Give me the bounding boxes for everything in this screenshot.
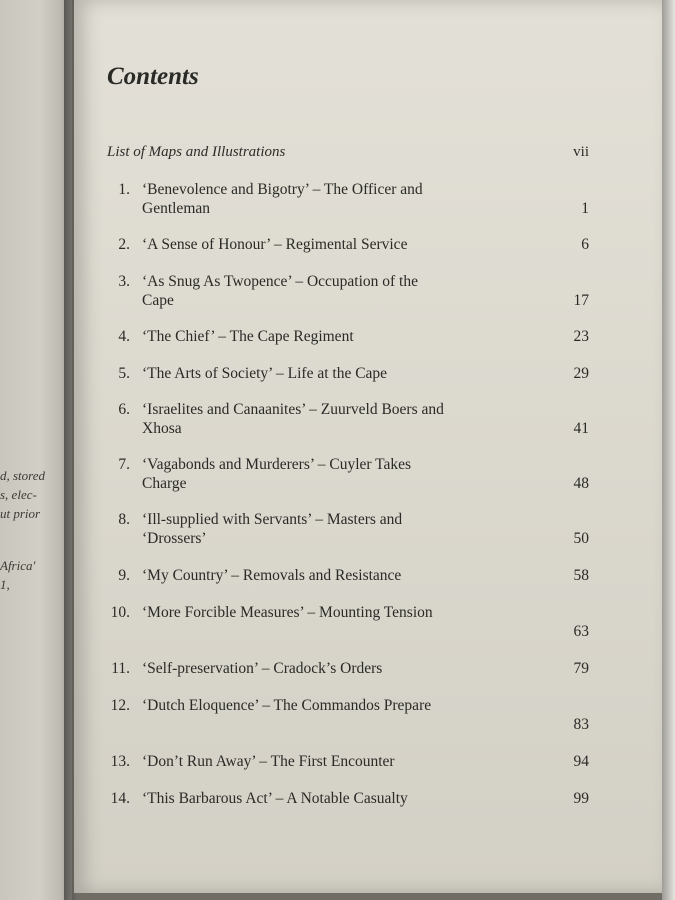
toc-entry-title: ‘My Country’ – Removals and Resistance — [142, 567, 402, 584]
toc-entry-number: 11. — [111, 660, 130, 677]
left-page-fragment: s, elec- — [0, 487, 37, 502]
page-title: Contents — [107, 63, 199, 90]
toc-entry-title: ‘More Forcible Measures’ – Mounting Tension — [142, 604, 433, 621]
toc-entry-page: 50 — [573, 530, 589, 547]
toc-entry-title: ‘As Snug As Twopence’ – Occupation of the Cape — [142, 273, 418, 309]
toc-entry-title: ‘This Barbarous Act’ – A Notable Casualty — [142, 790, 408, 807]
toc-entry-title: ‘Don’t Run Away’ – The First Encounter — [142, 753, 395, 770]
toc-entry-number: 9. — [118, 567, 130, 584]
toc-entry-number: 14. — [110, 790, 130, 807]
toc-entry-page: 29 — [573, 365, 589, 382]
toc-entry-page: 58 — [573, 567, 589, 584]
toc-entry-title: ‘Israelites and Canaanites’ – Zuurveld Boers and Xhosa — [142, 401, 444, 437]
toc-entry-page: 23 — [573, 328, 589, 345]
toc-entry-page: 17 — [573, 292, 589, 309]
toc-entry-number: 1. — [118, 181, 130, 198]
toc-entry-title: ‘A Sense of Honour’ – Regimental Service — [142, 236, 408, 253]
toc-entry-number: 12. — [110, 697, 130, 714]
toc-entry-page: 1 — [581, 200, 589, 217]
toc-entry-page: 41 — [573, 420, 589, 437]
toc-entry-title: ‘Ill-supplied with Servants’ – Masters and ‘Drossers’ — [142, 511, 403, 547]
toc-entry-number: 3. — [118, 273, 130, 290]
toc-entry-number: 2. — [118, 236, 130, 253]
toc-entry-page: 94 — [573, 753, 589, 770]
left-page-fragment: d, stored — [0, 468, 46, 483]
toc-entry-page: 79 — [573, 660, 589, 677]
toc-entry-number: 10. — [110, 604, 130, 621]
toc-entry-title: ‘Dutch Eloquence’ – The Commandos Prepare — [142, 697, 432, 714]
toc-entry-number: 7. — [118, 456, 130, 473]
toc-entry-number: 6. — [118, 401, 130, 418]
toc-entry-number: 5. — [118, 365, 130, 382]
toc-entry-title: ‘The Arts of Society’ – Life at the Cape — [142, 365, 388, 382]
toc-entry-title: ‘Self-preservation’ – Cradock’s Orders — [142, 660, 383, 677]
toc-entry-page: 48 — [573, 475, 589, 492]
toc-entry-title: ‘Benevolence and Bigotry’ – The Officer and Gentleman — [142, 181, 423, 217]
left-page-fragment: 1, — [0, 577, 10, 592]
left-page-fragment: ut prior — [0, 506, 41, 521]
left-page-fragment: Africa' — [0, 558, 36, 573]
toc-entry-title: ‘The Chief’ – The Cape Regiment — [142, 328, 354, 345]
toc-entry-title: ‘Vagabonds and Murderers’ – Cuyler Takes Charge — [142, 456, 412, 492]
toc-entry-page: 83 — [573, 716, 589, 733]
front-matter-page: vii — [573, 144, 589, 160]
toc-entry-page: 99 — [573, 790, 589, 807]
toc-entry-number: 13. — [110, 753, 130, 770]
left-page — [0, 0, 72, 900]
front-matter-title: List of Maps and Illustrations — [107, 144, 286, 160]
front-matter-entry — [107, 144, 589, 161]
toc-entry-page: 63 — [573, 623, 589, 640]
toc-entry-number: 8. — [118, 511, 130, 528]
toc-entry-number: 4. — [118, 328, 130, 345]
page-edge — [662, 0, 675, 900]
toc-entry-page: 6 — [581, 236, 589, 253]
